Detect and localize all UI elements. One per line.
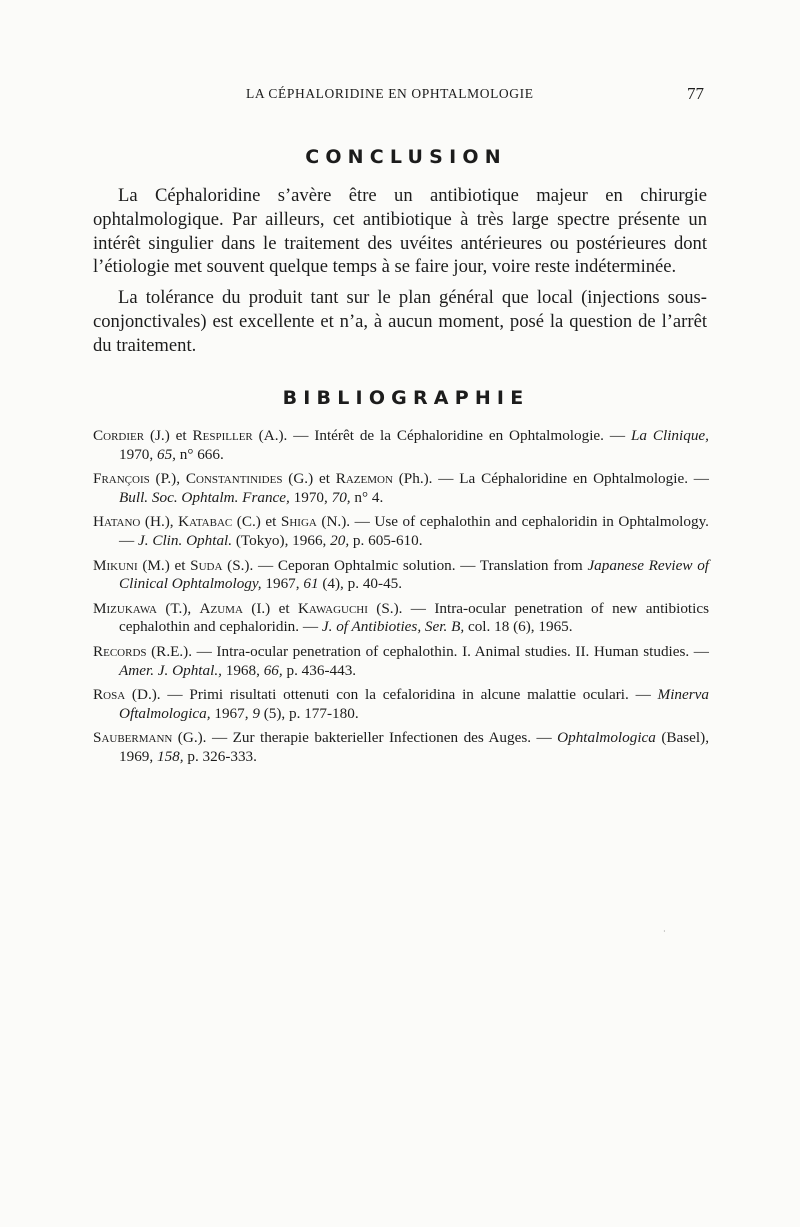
conclusion-body <box>93 184 707 365</box>
journal-title: 61 <box>303 575 319 593</box>
bibliography-entry <box>93 686 709 723</box>
author-name: Records <box>93 642 147 660</box>
reference-text: p. 326-333. <box>183 747 257 765</box>
journal-title: 158, <box>156 747 184 765</box>
bibliography-entry <box>93 470 709 507</box>
reference-text: (J.) et <box>144 427 193 444</box>
author-name: Cordier <box>93 427 145 444</box>
reference-text: n° 666. <box>175 445 224 463</box>
author-name: François <box>93 470 150 488</box>
author-name: Shiga <box>280 513 317 531</box>
reference-text: (D.). — Primi risultati ottenuti con la cefaloridina in alcune malattie oculari. — <box>125 686 658 704</box>
reference-text: (S.). — Intra-ocular penetration of new antibiotics cephalothin and cephaloridin. — <box>119 599 710 636</box>
reference-text: p. 436-443. <box>282 661 357 679</box>
bibliography-entry <box>93 729 709 766</box>
journal-title: 66, <box>263 661 283 679</box>
conclusion-heading: CONCLUSION <box>305 146 507 168</box>
reference-text: 1968, <box>221 661 264 679</box>
page-number: 77 <box>687 84 704 103</box>
reference-text: (I.) et <box>242 599 298 617</box>
journal-title: Ophtalmologica <box>557 729 656 747</box>
journal-title: J. of Antibioties, Ser. B, <box>321 618 465 636</box>
reference-text: 1967, <box>261 575 304 593</box>
reference-text: n° 4. <box>350 488 384 506</box>
conclusion-paragraph: La tolérance du produit tant sur le plan général que local (injections sous-conjonctivales) est excellente et n’a, à aucun moment, posé la question de l’arrêt du traitement. <box>93 287 707 356</box>
journal-title: Minerva Oftalmologica, <box>119 686 709 722</box>
bibliography-entry <box>93 643 709 680</box>
journal-title: 9 <box>252 704 260 722</box>
reference-text: (Ph.). — La Céphaloridine en Ophtalmologie. — <box>392 470 709 488</box>
reference-text: p. 605-610. <box>349 531 423 549</box>
bibliography-heading: BIBLIOGRAPHIE <box>282 387 530 409</box>
bibliography-entry <box>93 513 709 550</box>
journal-title: Japanese Review of Clinical Ophtalmology, <box>119 556 710 593</box>
reference-text: (R.E.). — Intra-ocular penetration of cephalothin. I. Animal studies. II. Human studies. — <box>146 642 709 660</box>
reference-text: (G.). — Zur therapie bakterieller Infectionen des Auges. — <box>172 729 558 747</box>
author-name: Katabac <box>178 513 233 531</box>
reference-text: (4), p. 40-45. <box>318 575 403 593</box>
reference-text: (G.) et <box>282 470 336 488</box>
author-name: Mikuni <box>93 556 138 574</box>
author-name: Azuma <box>199 599 243 617</box>
author-name: Respiller <box>192 427 253 444</box>
journal-title: Amer. J. Ophtal., <box>119 661 222 679</box>
reference-text: 1970, <box>289 488 332 506</box>
author-name: Razemon <box>335 470 393 488</box>
conclusion-paragraph: La Céphaloridine s’avère être un antibiotique majeur en chirurgie ophtalmologique. Par ailleurs, cet antibiotique à très large spectre présente un intérêt singulier dans le traitement des uvéites antérieures ou postérieures dont l’étiologie met souvent quelque temps à se faire jour, voire reste indéterminée. <box>93 185 707 278</box>
bibliography-entry <box>93 427 709 464</box>
reference-text: (Tokyo), 1966, <box>232 531 331 549</box>
reference-text: (M.) et <box>137 556 191 574</box>
scan-speck: · <box>663 927 666 936</box>
author-name: Saubermann <box>93 729 173 747</box>
reference-text: (T.), <box>156 599 200 617</box>
reference-text: (A.). — Intérêt de la Céphaloridine en Ophtalmologie. — <box>252 427 631 444</box>
reference-text: col. 18 (6), 1965. <box>464 618 573 636</box>
bibliography-entry <box>93 557 709 594</box>
journal-title: 65, <box>156 445 176 463</box>
journal-title: La Clinique, <box>630 427 709 444</box>
author-name: Constantinides <box>185 470 283 488</box>
author-name: Mizukawa <box>93 599 157 617</box>
reference-text: (5), p. 177-180. <box>259 704 359 722</box>
reference-text: (P.), <box>149 470 186 488</box>
reference-text: 1967, <box>210 704 253 722</box>
reference-text: 1970, <box>119 445 157 463</box>
author-name: Hatano <box>93 513 141 531</box>
author-name: Suda <box>190 556 223 574</box>
author-name: Kawaguchi <box>297 599 368 617</box>
reference-text: (S.). — Ceporan Ophtalmic solution. — Translation from <box>222 556 588 574</box>
journal-title: Bull. Soc. Ophtalm. France, <box>119 488 290 506</box>
reference-text: (H.), <box>140 513 179 531</box>
author-name: Rosa <box>93 686 126 704</box>
running-title: LA CÉPHALORIDINE EN OPHTALMOLOGIE <box>246 86 534 101</box>
bibliography-list <box>93 427 709 773</box>
journal-title: 70, <box>331 488 351 506</box>
reference-text: (C.) et <box>232 513 281 531</box>
reference-text: (N.). — Use of cephalothin and cephaloridin in Ophtalmology. — <box>119 513 709 549</box>
journal-title: 20, <box>330 531 350 549</box>
running-header <box>0 84 800 104</box>
journal-title: J. Clin. Ophtal. <box>137 531 233 549</box>
bibliography-entry <box>93 600 709 637</box>
reference-text: (Basel), 1969, <box>119 729 709 765</box>
